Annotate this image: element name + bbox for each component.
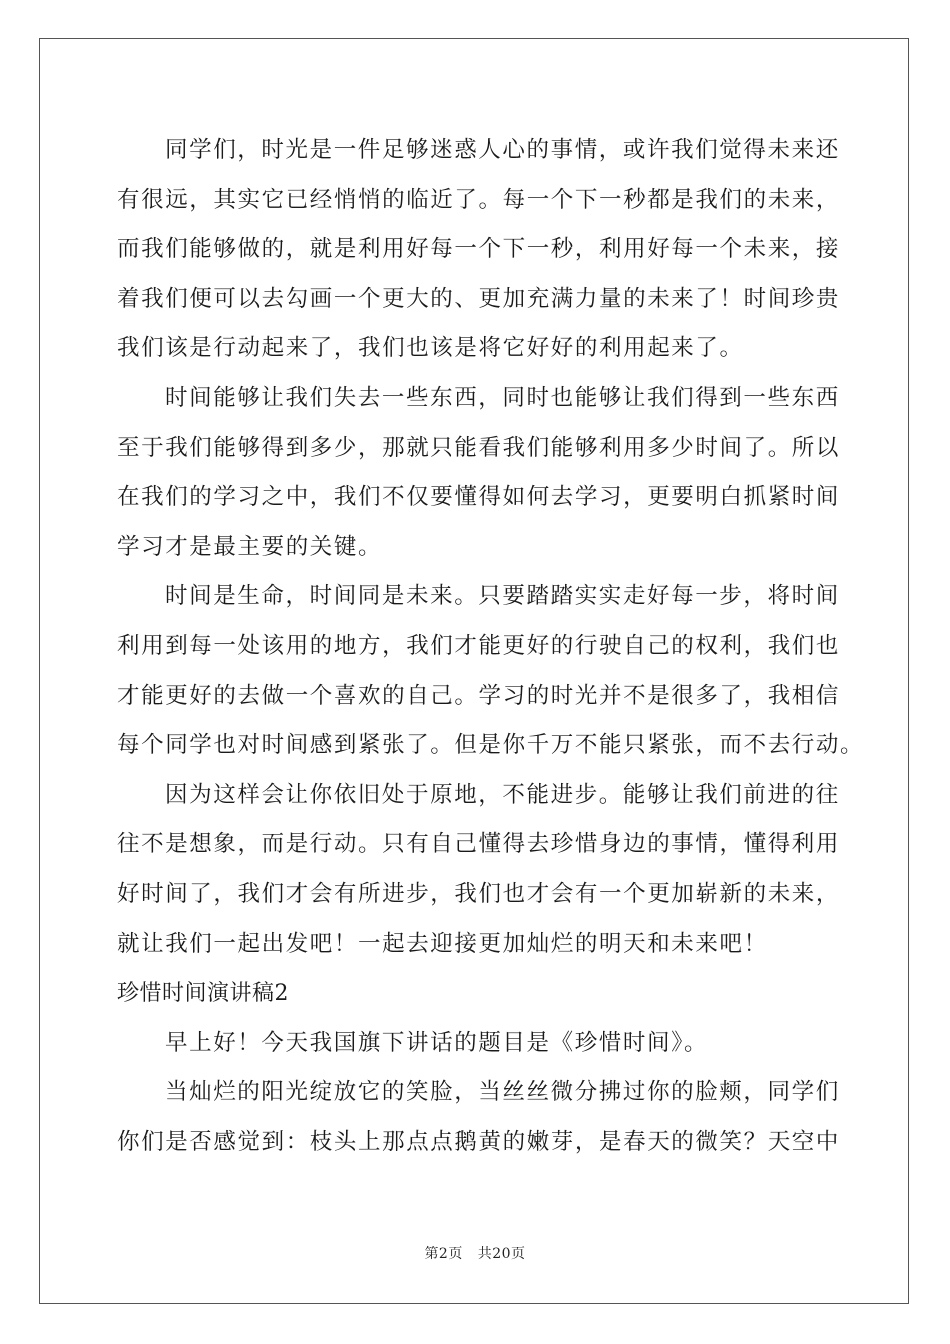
text-line: 就让我们一起出发吧！一起去迎接更加灿烂的明天和未来吧！ xyxy=(117,930,768,957)
text-line: 好时间了，我们才会有所进步，我们也才会有一个更加崭新的未来， xyxy=(117,880,841,907)
section-heading: 珍惜时间演讲稿2 xyxy=(117,981,289,1007)
text-line: 在我们的学习之中，我们不仅要懂得如何去学习，更要明白抓紧时间 xyxy=(117,484,841,511)
document-body xyxy=(117,126,865,1167)
total-pages: 共20页 xyxy=(477,1246,526,1262)
text-line: 时间是生命，时间同是未来。只要踏踏实实走好每一步，将时间 xyxy=(165,583,840,610)
text-line: 而我们能够做的，就是利用好每一个下一秒，利用好每一个未来，接 xyxy=(117,236,841,263)
text-line: 你们是否感觉到：枝头上那点点鹅黄的嫩芽，是春天的微笑？天空中 xyxy=(117,1128,841,1155)
text-line: 才能更好的去做一个喜欢的自己。学习的时光并不是很多了，我相信 xyxy=(117,682,841,709)
text-line: 每个同学也对时间感到紧张了。但是你千万不能只紧张，而不去行动。 xyxy=(117,732,865,759)
text-line: 时间能够让我们失去一些东西，同时也能够让我们得到一些东西 xyxy=(165,384,840,411)
text-line: 当灿烂的阳光绽放它的笑脸，当丝丝微分拂过你的脸颊，同学们 xyxy=(165,1079,840,1106)
text-line: 学习才是最主要的关键。 xyxy=(117,533,383,560)
text-line: 利用到每一处该用的地方，我们才能更好的行驶自己的权利，我们也 xyxy=(117,632,841,659)
text-line: 往不是想象，而是行动。只有自己懂得去珍惜身边的事情，懂得利用 xyxy=(117,831,841,858)
text-line: 至于我们能够得到多少，那就只能看我们能够利用多少时间了。所以 xyxy=(117,434,841,461)
text-line: 有很远，其实它已经悄悄的临近了。每一个下一秒都是我们的未来， xyxy=(117,186,841,213)
page-footer xyxy=(0,1243,950,1263)
text-line: 同学们，时光是一件足够迷惑人心的事情，或许我们觉得未来还 xyxy=(165,137,840,163)
page-number: 第2页 xyxy=(424,1246,463,1262)
text-line: 我们该是行动起来了，我们也该是将它好好的利用起来了。 xyxy=(117,335,744,362)
text-line: 着我们便可以去勾画一个更大的、更加充满力量的未来了！时间珍贵 xyxy=(117,285,841,312)
text-line: 早上好！今天我国旗下讲话的题目是《珍惜时间》。 xyxy=(165,1029,709,1056)
footer-spacer xyxy=(463,1246,478,1262)
text-line: 因为这样会让你依旧处于原地，不能进步。能够让我们前进的往 xyxy=(165,781,840,808)
